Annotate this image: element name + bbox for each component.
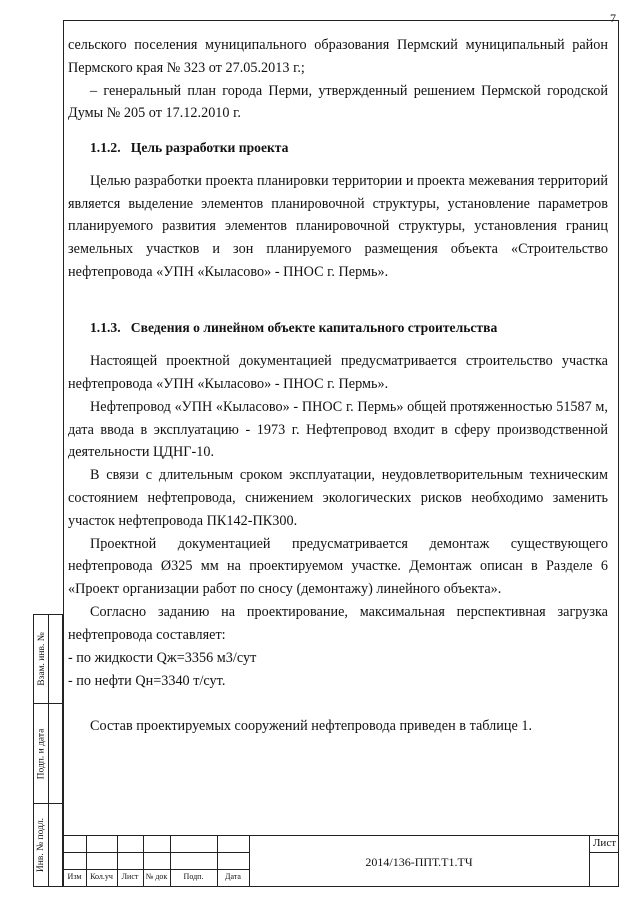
paragraph: – генеральный план города Перми, утвержденный решением Пермской городской Думы № 205 от 17.12.2010 г.	[68, 82, 608, 122]
tb-col-ndok: № док	[145, 872, 168, 881]
paragraph: Настоящей проектной документацией предусматривается строительство участка нефтепровода «УПН «Кыласово» - ПНОС г. Пермь».	[68, 353, 608, 392]
document-code: 2014/136-ППТ.Т1.ТЧ	[365, 855, 473, 869]
document-body	[68, 34, 608, 739]
side-stamp-inv	[33, 804, 63, 887]
title-block	[63, 835, 619, 887]
tb-col-koluch: Кол.уч	[90, 872, 113, 881]
paragraph: Нефтепровод «УПН «Кыласово» - ПНОС г. Пермь» общей протяженностью 51587 м, дата ввода в эксплуатацию - 1973 г. Нефтепровод входит в сферу производственной деятельности ЦДНГ-10.	[68, 399, 608, 461]
tb-col-izm: Изм	[67, 872, 82, 881]
side-label-inv: Инв. № подл.	[36, 817, 47, 873]
side-stamp-vzam	[33, 614, 63, 704]
paragraph: сельского поселения муниципального образования Пермский муниципальный район Пермского края № 323 от 27.05.2013 г.;	[68, 37, 608, 76]
side-stamp-podp	[33, 704, 63, 804]
tb-col-data: Дата	[225, 872, 241, 881]
tb-col-podp: Подп.	[183, 872, 204, 881]
tb-col-list: Лист	[121, 872, 139, 881]
paragraph: Согласно заданию на проектирование, максимальная перспективная загрузка нефтепровода составляет:	[68, 604, 608, 643]
list-item: - по нефти Qн=3340 т/сут.	[68, 673, 226, 690]
section-heading-1-1-2: 1.1.2. Цель разработки проекта	[90, 139, 289, 155]
paragraph: Проектной документацией предусматривается демонтаж существующего нефтепровода Ø325 мм на проектируемом участке. Демонтаж описан в Разделе 6 «Проект организации работ по сносу (демонтажу) линейного объекта».	[68, 535, 608, 598]
paragraph: В связи с длительным сроком эксплуатации, неудовлетворительным техническим состоянием нефтепровода, снижением экологических рисков необходимо заменить участок нефтепровода ПК142-ПК300.	[68, 467, 608, 529]
section-heading-1-1-3: 1.1.3. Сведения о линейном объекте капитального строительства	[90, 319, 498, 335]
page-number: 7	[610, 11, 616, 25]
side-label-podp: Подп. и дата	[36, 728, 47, 779]
sheet-label: Лист	[592, 837, 617, 849]
paragraph: Целью разработки проекта планировки территории и проекта межевания территорий является выделение элементов планировочной структуры, установление параметров планируемого развития элементов планировочной структуры, установления границ земельных участков и зон планируемого размещения объекта «Строительство нефтепровода «УПН «Кыласово» - ПНОС г. Пермь».	[68, 173, 608, 280]
side-label-vzam: Взам. инв. №	[36, 632, 47, 686]
paragraph: Состав проектируемых сооружений нефтепровода приведен в таблице 1.	[90, 718, 533, 735]
list-item: - по жидкости Qж=3356 м3/сут	[68, 650, 257, 666]
